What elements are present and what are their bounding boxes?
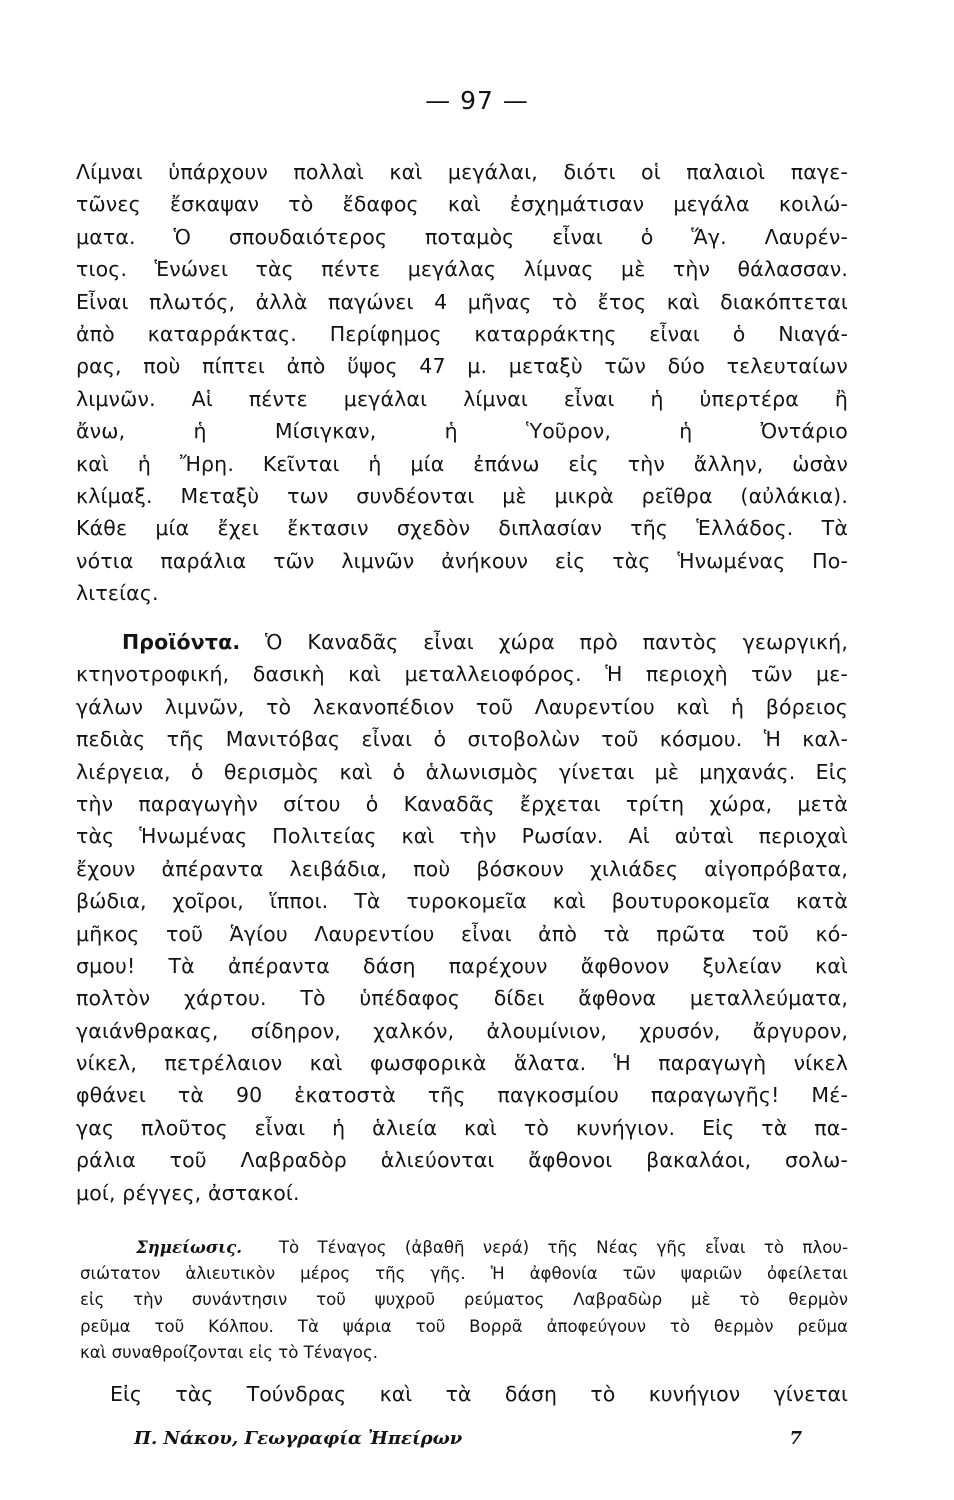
text-line: ἄνω, ἡ Μίσιγκαν, ἡ Ὑοῦρον, ἡ Ὀντάριο [76,419,848,444]
text-line: νίκελ, πετρέλαιον καὶ φωσφορικὰ ἅλατα. Ἡ παραγωγὴ νίκελ [76,1051,848,1076]
note-line: σιώτατον ἁλιευτικὸν μέρος τῆς γῆς. Ἡ ἀφθονία τῶν ψαριῶν ὀφείλεται [80,1263,848,1283]
note-first-line [80,1234,848,1261]
text-line: μῆκος τοῦ Ἁγίου Λαυρεντίου εἶναι ἀπὸ τὰ πρῶτα τοῦ κό- [76,921,848,946]
text-line: ματα. Ὁ σπουδαιότερος ποταμὸς εἶναι ὁ Ἅγ. Λαυρέν- [76,224,848,249]
main-paragraph [76,156,848,609]
text-line: λιμνῶν. Αἱ πέντε μεγάλαι λίμναι εἶναι ἡ ὑπερτέρα ἢ [76,386,848,411]
text-line: γας πλοῦτος εἶναι ἡ ἁλιεία καὶ τὸ κυνήγιον. Εἰς τὰ πα- [76,1115,848,1140]
text-line: πεδιὰς τῆς Μανιτόβας εἶναι ὁ σιτοβολὼν τοῦ κόσμου. Ἡ καλ- [76,727,848,752]
text-line: κτηνοτροφική, δασικὴ καὶ μεταλλειοφόρος. Ἡ περιοχὴ τῶν με- [76,662,848,687]
text-line: σμου! Τὰ ἀπέραντα δάση παρέχουν ἄφθονον ξυλείαν καὶ [76,953,848,978]
text-line: γαιάνθρακας, σίδηρον, χαλκόν, ἀλουμίνιον, χρυσόν, ἄργυρον, [76,1018,848,1043]
products-section [76,626,848,1209]
note-line: καὶ συναθροίζονται εἰς τὸ Τέναγος. [80,1343,378,1362]
text-line: καὶ ἡ Ἤρη. Κεῖνται ἡ μία ἐπάνω εἰς τὴν ἄλλην, ὡσὰν [76,451,848,476]
text-line: Εἶναι πλωτός, ἀλλὰ παγώνει 4 μῆνας τὸ ἔτος καὶ διακόπτεται [76,289,848,314]
text-line: ρας, ποὺ πίπτει ἀπὸ ὕψος 47 μ. μεταξὺ τῶν δύο τελευταίων [76,354,848,379]
text-line: κλίμαξ. Μεταξὺ των συνδέονται μὲ μικρὰ ρεῖθρα (αὐλάκια). [76,483,848,508]
text-line: φθάνει τὰ 90 ἑκατοστὰ τῆς παγκοσμίου παραγωγῆς! Μέ- [76,1083,848,1108]
section-heading: Προϊόντα. [122,630,241,654]
text-line: τῶνες ἔσκαψαν τὸ ἔδαφος καὶ ἐσχημάτισαν μεγάλα κοιλώ- [76,192,848,217]
text-line: βώδια, χοῖροι, ἵπποι. Τὰ τυροκομεῖα καὶ βουτυροκομεῖα κατὰ [76,889,848,914]
text-line: τὰς Ἡνωμένας Πολιτείας καὶ τὴν Ρωσίαν. Αἱ αὐταὶ περιοχαὶ [76,824,848,849]
text-line: μοί, ρέγγες, ἀστακοί. [76,1180,300,1205]
text-line: λιτείας. [76,581,159,606]
note-label: Σημείωσις. [136,1237,243,1257]
text-line: τὴν παραγωγὴν σίτου ὁ Καναδᾶς ἔρχεται τρίτη χώρα, μετὰ [76,791,848,816]
section-line-text: Ὁ Καναδᾶς εἶναι χώρα πρὸ παντὸς γεωργική, [265,630,848,654]
text-line: πολτὸν χάρτου. Τὸ ὑπέδαφος δίδει ἄφθονα μεταλλεύματα, [76,986,848,1011]
note-line: εἰς τὴν συνάντησιν τοῦ ψυχροῦ ρεύματος Λαβραδὼρ μὲ τὸ θερμὸν [80,1290,848,1309]
text-line: νότια παράλια τῶν λιμνῶν ἀνήκουν εἰς τὰς Ἡνωμένας Πο- [76,548,848,573]
text-line: Κάθε μία ἔχει ἔκτασιν σχεδὸν διπλασίαν τῆς Ἑλλάδος. Τὰ [76,516,848,541]
text-line: ἔχουν ἀπέραντα λειβάδια, ποὺ βόσκουν χιλιάδες αἰγοπρόβατα, [76,856,848,881]
text-line: τιος. Ἑνώνει τὰς πέντε μεγάλας λίμνας μὲ τὴν θάλασσαν. [76,257,848,282]
printer-signature: Π. Νάκου, Γεωγραφία Ἠπείρων [134,1428,463,1449]
text-line: Λίμναι ὑπάρχουν πολλαὶ καὶ μεγάλαι, διότι οἱ παλαιοὶ παγε- [76,160,848,184]
note-line: ρεῦμα τοῦ Κόλπου. Τὰ ψάρια τοῦ Βορρᾶ ἀποφεύγουν τὸ θερμὸν ρεῦμα [80,1316,848,1336]
text-line: ράλια τοῦ Λαβραδὸρ ἁλιεύονται ἄφθονοι βακαλάοι, σολω- [76,1148,848,1173]
text-line: ἀπὸ καταρράκτας. Περίφημος καταρράκτης εἶναι ὁ Νιαγά- [76,321,848,346]
page-number: — 97 — [425,86,529,115]
sheet-number: 7 [789,1428,802,1449]
note-line-text: Τὸ Τέναγος (ἀβαθῆ νερά) τῆς Νέας γῆς εἶναι τὸ πλου- [278,1238,848,1257]
footnote [80,1234,848,1367]
text-line: λιέργεια, ὁ θερισμὸς καὶ ὁ ἁλωνισμὸς γίνεται μὲ μηχανάς. Εἰς [76,759,848,784]
text-line: γάλων λιμνῶν, τὸ λεκανοπέδιον τοῦ Λαυρεντίου καὶ ἡ βόρειος [76,694,848,719]
section-first-line [76,626,848,658]
continuing-text-line: Εἰς τὰς Τούνδρας καὶ τὰ δάση τὸ κυνήγιον γίνεται [110,1382,848,1406]
